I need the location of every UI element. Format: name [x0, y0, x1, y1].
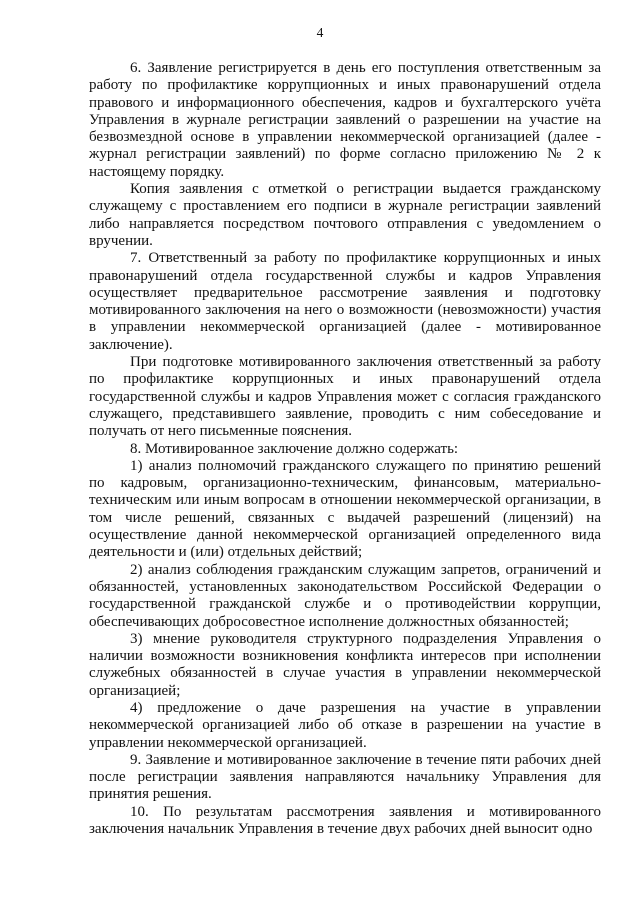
paragraph-9-submission: 9. Заявление и мотивированное заключение в течение пяти рабочих дней после регистрации заявления направляются начальнику Управления для принятия решения. — [89, 751, 601, 803]
list-item-4-proposal: 4) предложение о даче разрешения на участие в управлении некоммерческой организацией либо об отказе в разрешении на участие в управлении некоммерческой организацией. — [89, 699, 601, 751]
paragraph-10-decision: 10. По результатам рассмотрения заявления и мотивированного заключения начальник Управления в течение двух рабочих дней выносит одно — [89, 803, 601, 838]
paragraph-interview: При подготовке мотивированного заключения ответственный за работу по профилактике коррупционных и иных правонарушений отдела государственной службы и кадров Управления может с согласия гражданского служащего, представившего заявление, проводить с ним собеседование и получать от него письменные пояснения. — [89, 354, 601, 440]
list-item-3-head-opinion: 3) мнение руководителя структурного подразделения Управления о наличии возможности возникновения конфликта интересов при исполнении служебных обязанностей в случае участия в управлении некоммерческой организацией; — [89, 630, 601, 699]
list-item-1-powers-analysis: 1) анализ полномочий гражданского служащего по принятию решений по кадровым, организационно-техническим, финансовым, материально-техническим или иным вопросам в отношении некоммерческой организации, в том числе решений, связанных с выдачей разрешений (лицензий) на осуществление данной некоммерческой организацией определенного вида деятельности и (или) отдельных действий; — [89, 457, 601, 561]
document-body — [89, 60, 601, 838]
paragraph-8-conclusion-contents: 8. Мотивированное заключение должно содержать: — [130, 440, 459, 457]
paragraph-copy-of-application: Копия заявления с отметкой о регистрации выдается гражданскому служащему с проставлением его подписи в журнале регистрации заявлений либо направляется посредством почтового отправления с уведомлением о вручении. — [89, 181, 601, 249]
list-item-2-compliance-analysis: 2) анализ соблюдения гражданским служащим запретов, ограничений и обязанностей, установленных законодательством Российской Федерации о государственной гражданской службе и о противодействии коррупции, обеспечивающих добросовестное исполнение должностных обязанностей; — [89, 561, 601, 630]
paragraph-6-registration: 6. Заявление регистрируется в день его поступления ответственным за работу по профилактике коррупционных и иных правонарушений отдела правового и информационного обеспечения, кадров и бухгалтерского учёта Управления в журнале регистрации заявлений о разрешении на участие на безвозмездной основе в управлении некоммерческой организацией (далее - журнал регистрации заявлений) по форме согласно приложению № 2 к настоящему порядку. — [89, 60, 601, 180]
page-number: 4 — [316, 25, 324, 40]
paragraph-7-preliminary-review: 7. Ответственный за работу по профилактике коррупционных и иных правонарушений отдела государственной службы и кадров Управления осуществляет предварительное рассмотрение заявления и подготовку мотивированного заключения на него о возможности (невозможности) участия в управлении некоммерческой организацией (далее - мотивированное заключение). — [89, 250, 601, 353]
